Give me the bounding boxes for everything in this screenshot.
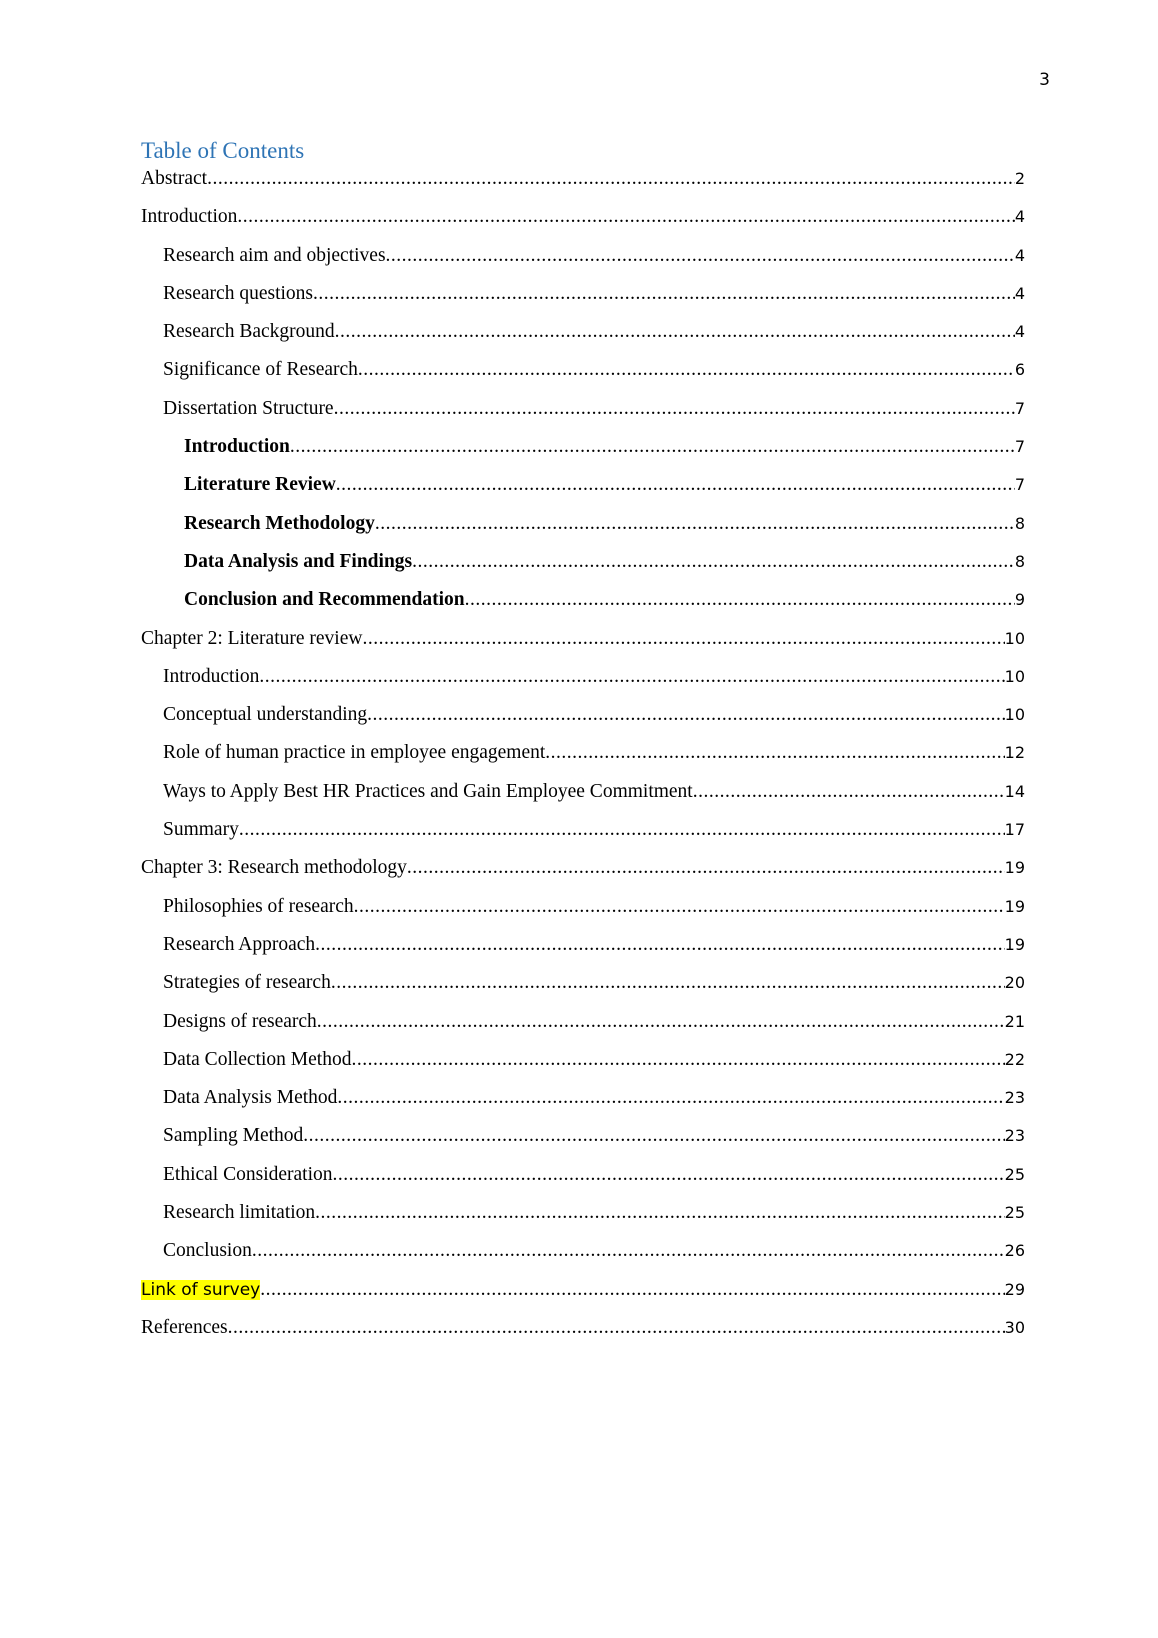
toc-entry-title: Data Collection Method <box>163 1048 352 1070</box>
toc-entry-page: 7 <box>1014 475 1025 495</box>
toc-entry-page: 10 <box>1004 666 1025 686</box>
toc-entry[interactable] <box>141 1164 1025 1202</box>
toc-entry-title: Sampling Method <box>163 1125 304 1147</box>
dot-leader <box>386 245 1015 267</box>
toc-entry-title: Philosophies of research <box>163 895 354 917</box>
dot-leader <box>334 398 1015 420</box>
toc-entry-title: Chapter 2: Literature review <box>141 627 363 649</box>
toc-entry[interactable] <box>141 1279 1025 1317</box>
toc-entry[interactable] <box>141 513 1025 551</box>
toc-entry-title: Conclusion <box>163 1240 252 1262</box>
dot-leader <box>358 359 1015 381</box>
toc-entry-page: 9 <box>1014 590 1025 610</box>
toc-entry-title: Research aim and objectives <box>163 244 386 266</box>
toc-entry[interactable] <box>141 742 1025 780</box>
toc-entry-title: Research questions <box>163 282 314 304</box>
dot-leader <box>693 781 1005 803</box>
toc-entry-page: 4 <box>1014 207 1025 227</box>
toc-entry-title: Research Approach <box>163 933 316 955</box>
toc-entry[interactable] <box>141 398 1025 436</box>
toc-entry-page: 7 <box>1014 398 1025 418</box>
toc-entry[interactable] <box>141 436 1025 474</box>
toc-entry-page: 22 <box>1004 1049 1025 1069</box>
toc-entry-page: 30 <box>1004 1317 1025 1337</box>
dot-leader <box>354 896 1005 918</box>
toc-entry-page: 23 <box>1004 1088 1025 1108</box>
toc-entry-page: 19 <box>1004 934 1025 954</box>
dot-leader <box>336 474 1015 496</box>
toc-entry-title: Data Analysis and Findings <box>184 550 413 572</box>
toc-entry[interactable] <box>141 283 1025 321</box>
toc-entry[interactable] <box>141 704 1025 742</box>
toc-entry-page: 12 <box>1004 743 1025 763</box>
toc-entry-page: 2 <box>1014 169 1025 188</box>
toc-entry[interactable] <box>141 819 1025 857</box>
toc-entry-page: 17 <box>1004 820 1025 840</box>
dot-leader <box>303 1125 1004 1147</box>
dot-leader <box>207 168 1015 190</box>
toc-entry-title: References <box>141 1316 228 1338</box>
toc-entry-title: Research Methodology <box>184 512 375 534</box>
dot-leader <box>407 857 1005 879</box>
dot-leader <box>239 819 1005 841</box>
dot-leader <box>317 1011 1005 1033</box>
toc-entry-page: 29 <box>1004 1279 1025 1299</box>
toc-entry[interactable] <box>141 666 1025 704</box>
dot-leader <box>315 934 1004 956</box>
toc-entry[interactable] <box>141 1317 1025 1355</box>
toc-entry-title: Designs of research <box>163 1010 317 1032</box>
toc-entry[interactable] <box>141 1011 1025 1049</box>
toc-entry[interactable] <box>141 1240 1025 1278</box>
toc-entry-title: Significance of Research <box>163 359 358 381</box>
toc-entry[interactable] <box>141 934 1025 972</box>
toc-entry[interactable] <box>141 359 1025 397</box>
toc-heading: Table of Contents <box>141 138 305 163</box>
toc-entry-page: 26 <box>1004 1241 1025 1261</box>
page-number: 3 <box>1039 70 1050 90</box>
toc-entry[interactable] <box>141 1125 1025 1163</box>
toc-entry-title: Literature Review <box>184 474 336 496</box>
dot-leader <box>337 1087 1004 1109</box>
toc-entry[interactable] <box>141 206 1025 244</box>
toc-entry-title: Conclusion and Recommendation <box>184 589 465 611</box>
dot-leader <box>367 704 1004 726</box>
toc-entry-page: 23 <box>1004 1126 1025 1146</box>
toc-entry-title: Chapter 3: Research methodology <box>141 857 407 879</box>
toc-entry-page: 20 <box>1004 973 1025 993</box>
toc-entry-page: 4 <box>1014 322 1025 342</box>
toc-entry-page: 21 <box>1004 1011 1025 1031</box>
toc-entry[interactable] <box>141 551 1025 589</box>
dot-leader <box>375 513 1015 535</box>
toc-entry-page: 4 <box>1014 283 1025 303</box>
toc-entry[interactable] <box>141 1087 1025 1125</box>
toc-entry-title: Research Background <box>163 321 335 343</box>
dot-leader <box>252 1240 1005 1262</box>
toc-entry-page: 6 <box>1014 360 1025 380</box>
toc-entry-page: 4 <box>1014 245 1025 265</box>
dot-leader <box>237 206 1014 228</box>
toc-entry-page: 8 <box>1014 551 1025 571</box>
toc-entry[interactable] <box>141 168 1025 206</box>
toc-entry[interactable] <box>141 474 1025 512</box>
dot-leader <box>313 283 1015 305</box>
toc-entry-page: 19 <box>1004 896 1025 916</box>
dot-leader <box>333 1164 1005 1186</box>
toc-entry-page: 10 <box>1004 705 1025 725</box>
toc-entry[interactable] <box>141 628 1025 666</box>
toc-entry-page: 19 <box>1004 858 1025 878</box>
toc-entry[interactable] <box>141 781 1025 819</box>
toc-entry-page: 25 <box>1004 1164 1025 1184</box>
dot-leader <box>335 321 1015 343</box>
toc-entry-title: Summary <box>163 819 239 841</box>
toc-entry[interactable] <box>141 972 1025 1010</box>
toc-entry-title: Conceptual understanding <box>163 704 368 726</box>
toc-entry[interactable] <box>141 245 1025 283</box>
toc-entry[interactable] <box>141 1049 1025 1087</box>
dot-leader <box>412 551 1015 573</box>
toc-entry-title: Strategies of research <box>163 972 331 994</box>
toc-entry-page: 7 <box>1014 437 1025 457</box>
toc-entry-title: Ways to Apply Best HR Practices and Gain Employee Commitment <box>163 780 693 802</box>
dot-leader <box>465 589 1015 611</box>
dot-leader <box>545 742 1004 764</box>
table-of-contents <box>141 168 1025 1355</box>
toc-entry-page: 14 <box>1004 781 1025 801</box>
dot-leader <box>351 1049 1004 1071</box>
dot-leader <box>331 972 1005 994</box>
toc-entry-title: Introduction <box>184 436 290 458</box>
dot-leader <box>259 666 1004 688</box>
toc-entry-title: Dissertation Structure <box>163 397 334 419</box>
dot-leader <box>315 1202 1004 1224</box>
toc-entry-page: 8 <box>1014 513 1025 533</box>
toc-entry[interactable] <box>141 857 1025 895</box>
toc-entry-title: Link of survey <box>141 1279 261 1300</box>
toc-entry-title: Introduction <box>163 665 260 687</box>
toc-entry-page: 25 <box>1004 1203 1025 1223</box>
toc-entry-title: Abstract <box>141 168 208 189</box>
toc-entry-title: Ethical Consideration <box>163 1163 333 1185</box>
toc-entry[interactable] <box>141 589 1025 627</box>
dot-leader <box>260 1279 1004 1301</box>
toc-entry-title: Data Analysis Method <box>163 1087 338 1109</box>
dot-leader <box>228 1317 1005 1339</box>
toc-entry-title: Introduction <box>141 206 238 228</box>
toc-entry-page: 10 <box>1004 628 1025 648</box>
toc-entry[interactable] <box>141 896 1025 934</box>
toc-entry[interactable] <box>141 321 1025 359</box>
dot-leader <box>362 628 1004 650</box>
dot-leader <box>290 436 1015 458</box>
toc-entry-title: Role of human practice in employee engagement <box>163 742 546 764</box>
toc-entry[interactable] <box>141 1202 1025 1240</box>
toc-entry-title: Research limitation <box>163 1202 316 1224</box>
